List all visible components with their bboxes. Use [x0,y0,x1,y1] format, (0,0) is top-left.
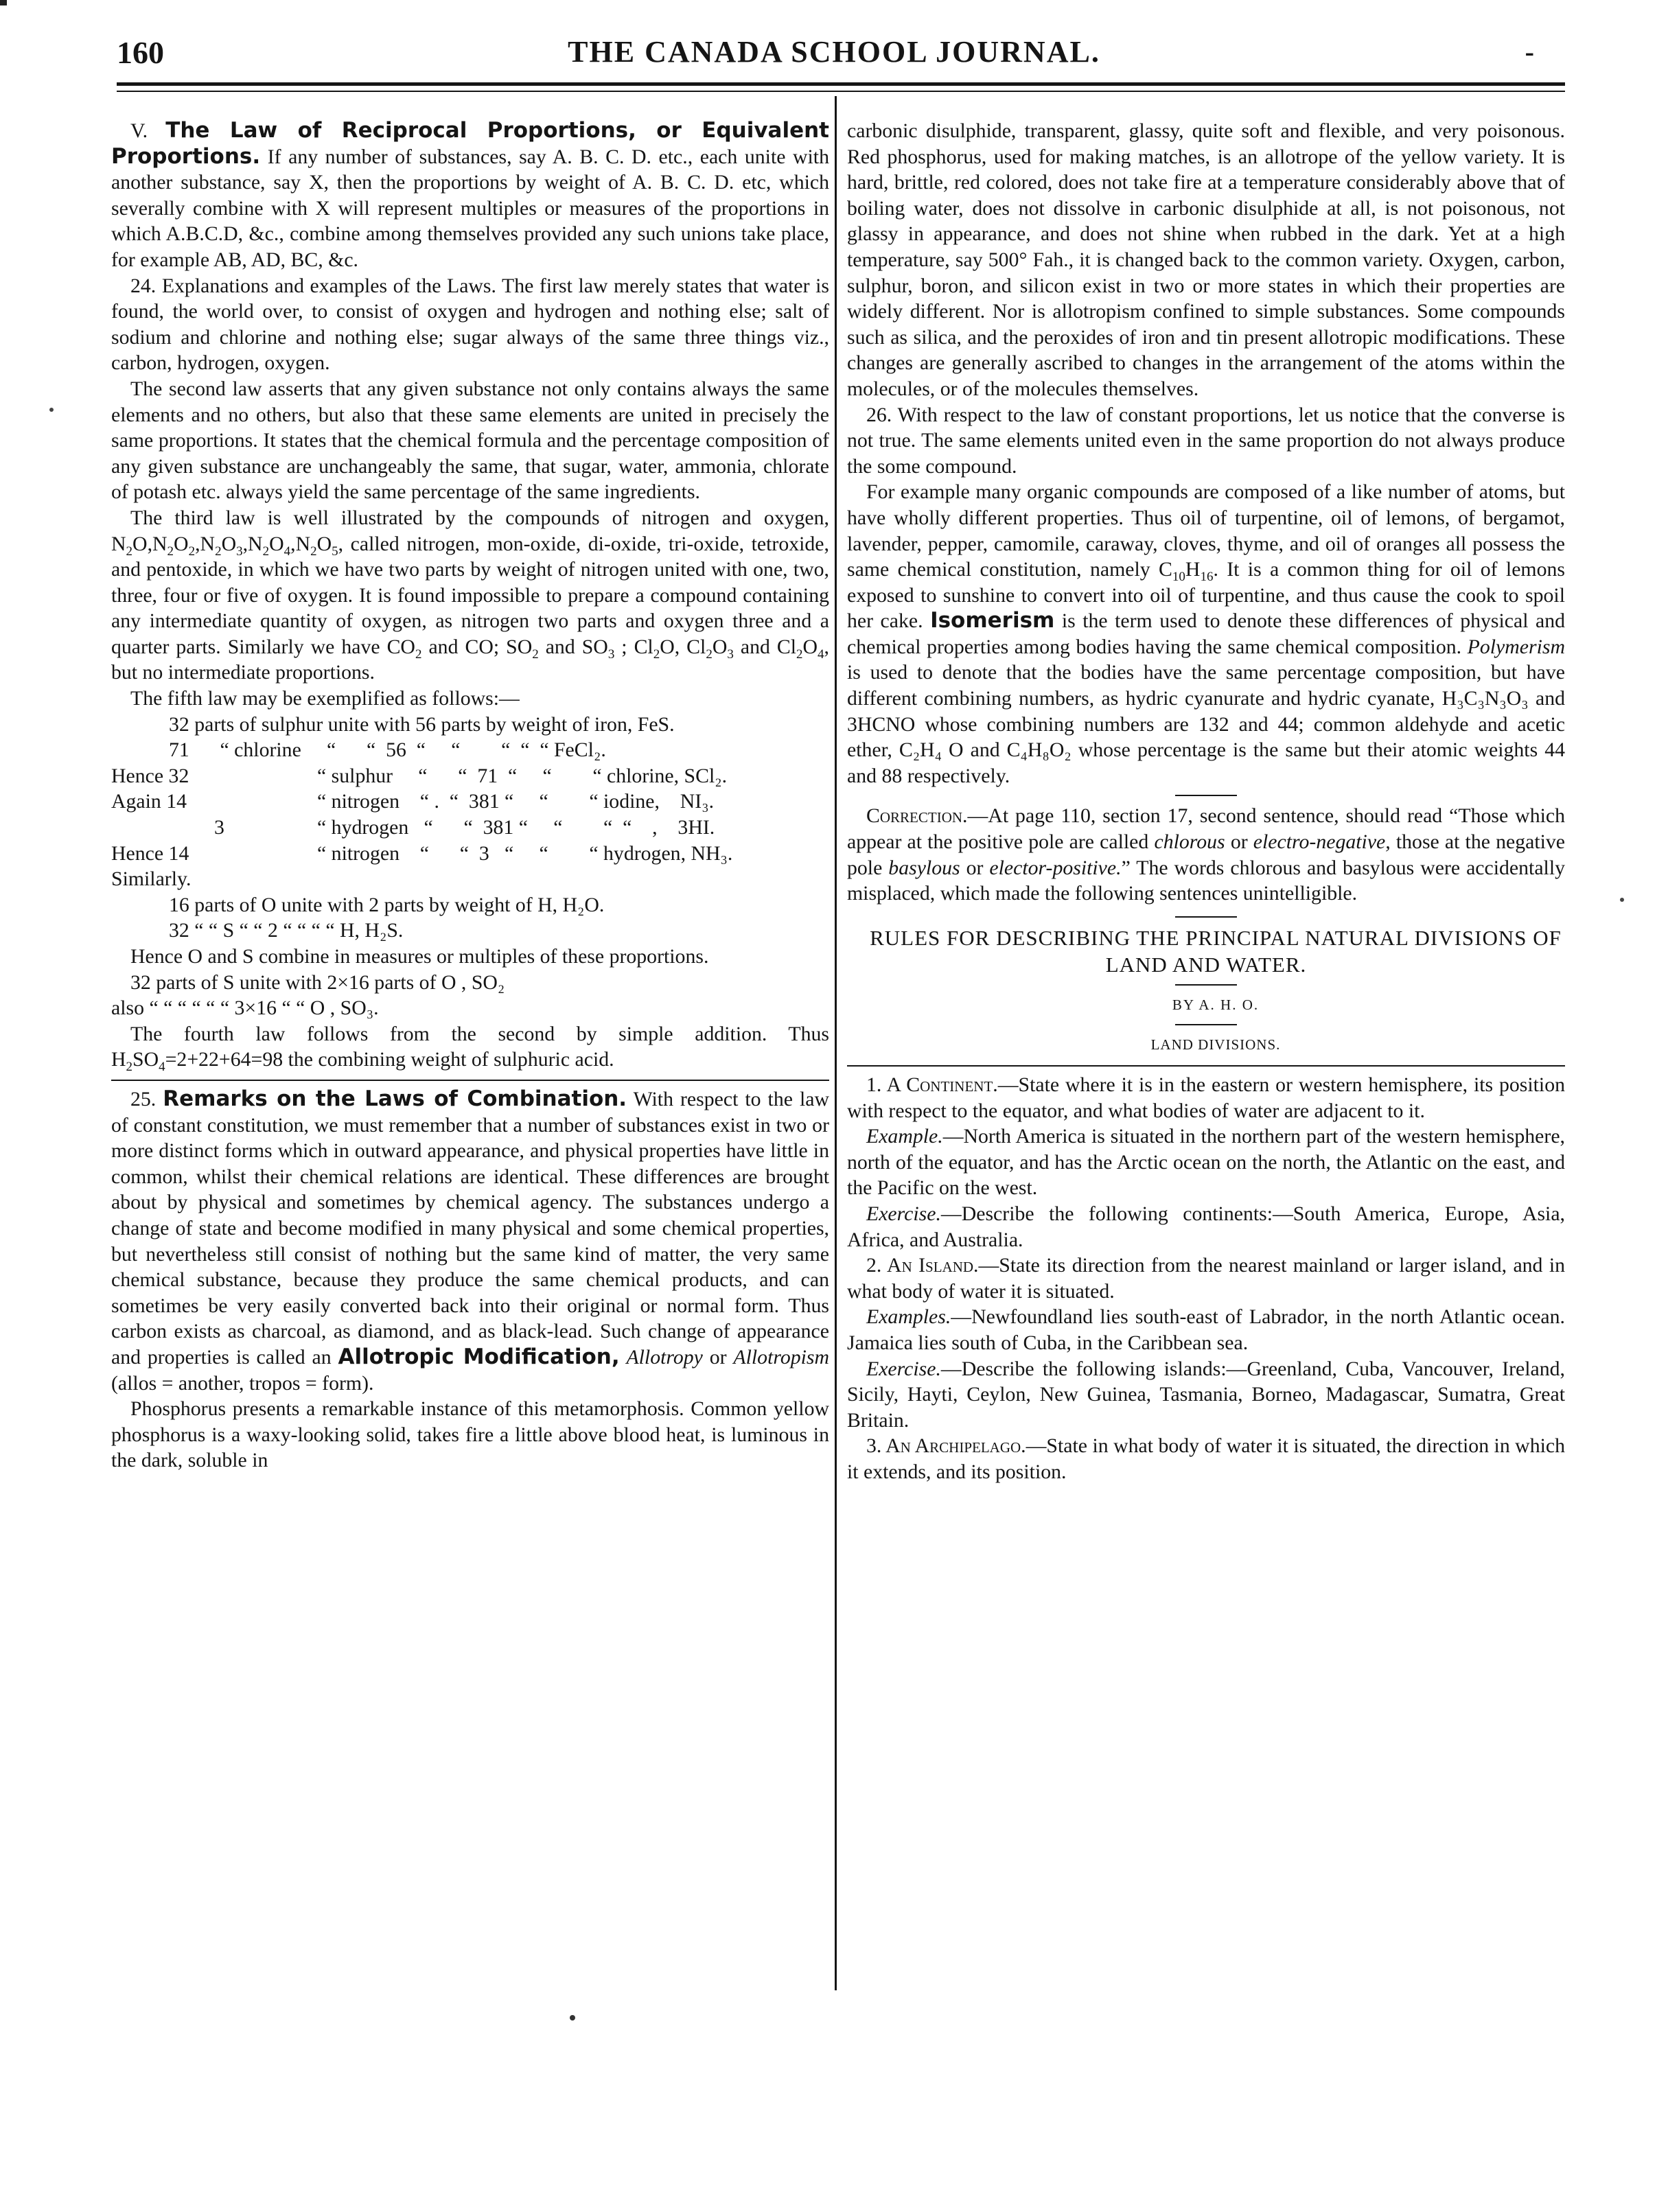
row-text: 32 parts of sulphur unite with 56 parts by weight of iron, FeS. [169,712,675,736]
section-26-paragraph: 26. With respect to the law of constant proportions, let us notice that the converse is not true. The same elements united even in the same proportion do not always produce the some compound. [847,403,1565,478]
so2-row: 32 parts of S unite with 2×16 parts of O , SO₂ [130,970,505,994]
byline: BY A. H. O. [1172,996,1260,1013]
second-law-paragraph: The second law asserts that any given substance not only contains always the same elements and no others, but also that these same elements are united in precisely the same proportions. It states that the chemical formula and the percentage composition of any given substance are unchangeably the same, that sugar, water, ammonia, chlorate of potash etc. always yield the same percentage of the same ingredients. [111,377,829,504]
section-25-text: With respect to the law of constant constitution, we must remember that a number of substances exist in two or more distinct forms which in outward appearance, and physical properties have little in common, whilst their chemical relations are identical. These differences are brought about by physical and sometimes by chemical agency. The substances undergo a change of state and become modified in many physical and some chemical properties, but nevertheless still consist of nothing but the same kind of matter, the very same chemical substance, because they produce the same chemical products, and can sometimes be very easily converted back into their original or normal form. Thus carbon exists as charcoal, as diamond, and as black-lead. Such change of appearance and properties is called an [111,1087,829,1369]
law-v-text: If any number of substances, say A. B. C. D. etc., each unite with another substance, say X, then the proportions by weight of A. B. C. D. etc, which severally combine with X will represent multiples or measures of the proportions in which A.B.C.D, &c., combine among themselves provided any such unions take place, for example AB, AD, BC, &c. [111,145,829,271]
text-run: —State its direction from the nearest mainland or larger island, and in what body of water it is situated. [847,1254,1565,1303]
text-run: —Describe the following islands:—Greenland, Cuba, Vancouver, Ireland, Sicily, Hayti, Ceylon, New Guinea, Tasmania, Borneo, Madagascar, Sumatra, Great Britain. [847,1357,1565,1432]
allotropy-term: Allotropy [626,1345,703,1369]
land-divisions-heading: LAND DIVISIONS. [1150,1036,1281,1053]
examples-label: Examples. [866,1305,951,1329]
header-rule-thick [117,82,1565,86]
chlorous-term: chlorous [1154,830,1225,854]
phosphorus-paragraph: Phosphorus presents a remarkable instance of this metamorphosis. Common yellow phosphorus is a waxy-looking solid, takes fire a little above blood heat, is luminous in the dark, soluble in [111,1397,829,1472]
text-run: or [1230,830,1248,854]
section-number: 25. [130,1087,157,1110]
section-number: V. [130,119,148,142]
row-text: “ hydrogen “ “ 381 “ “ “ “ , 3HI. [317,816,715,839]
basylous-term: basylous [888,856,960,879]
right-column [847,118,1565,1485]
text-run: , called nitrogen, mon-oxide, di-oxide, tri-oxide, tetroxide, and pentoxide, in which we have two parts by weight of nitrogen united with one, two, three, four or five of oxygen. It is found impossible to prepare a compound containing any intermediate quantity of oxygen, as nitrogen two parts and oxygen three and a quarter parts. Similarly we have [111,532,829,658]
continent-exercise [847,1201,1565,1253]
text-run: —At page 110, section 17, second sentence, should read “Those which appear at the positive pole are called [847,804,1565,854]
row-lead: Hence 14 [111,841,189,865]
scan-mark [0,0,7,5]
hence-o-s: Hence O and S combine in measures or multiples of these proportions. [130,945,709,968]
left-column [111,118,829,1474]
allotropism-term: Allotropism [733,1345,830,1369]
footer-dot [570,2015,575,2021]
law-v-paragraph [111,118,829,273]
column-divider [835,96,837,1990]
page-header [106,34,1562,75]
row-text: “ nitrogen “ . “ 381 “ “ “ iodine, NI₃. [317,790,715,813]
fifth-law-row [111,841,732,867]
text-run: —Newfoundland lies south-east of Labrador, in the north Atlantic ocean. Jamaica lies south of Cuba, in the Caribbean sea. [847,1305,1565,1354]
polymerism-term: Polymerism [1467,635,1565,658]
fifth-law-table [111,712,732,867]
text-run: (allos = another, tropos = form). [111,1371,374,1395]
fifth-law-row [111,815,732,841]
text-run: For example many organic compounds are composed of a like number of atoms, but have wholly different properties. Thus oil of turpentine, oil of lemons, of bergamot, lavender, pepper, camomile, caraway, cloves, thyme, and oil of oranges all possess the same chemical constitution, namely C [847,480,1565,581]
island-paragraph [847,1253,1565,1304]
margin-dot [49,408,54,412]
section-24-text: The first law merely states that water is found, the world over, to consist of oxygen and hydrogen and nothing else; salt of sodium and chlorine and nothing else; sugar always of the same three things viz., carbon, hydrogen, oxygen. [111,274,829,375]
allotropic-term: Allotropic Modification, [338,1344,620,1369]
formula-nitrogen-oxides: $N_2O,N_2O_2,N_2O_3,N_2O_4,N_2O_5$ [111,532,338,559]
separator [1175,795,1237,796]
fifth-law-intro: The fifth law may be exemplified as follows:— [130,687,520,710]
text-run: The third law is well illustrated by the compounds of nitrogen and oxygen, [130,506,829,529]
separator [1175,916,1237,918]
journal-title: THE CANADA SCHOOL JOURNAL. [568,35,1100,69]
text-run: . It is a common thing for oil of lemons exposed to sunshine to convert into oil of turpentine, and thus cause the cook to spoil her cake. [847,558,1565,633]
row-text: “ sulphur “ “ 71 “ “ “ chlorine, SCl₂. [317,764,728,787]
similarly-label: Similarly. [111,868,192,891]
fifth-law-row [111,737,732,763]
text-run: , but no intermediate proportions. [111,635,829,684]
correction-paragraph [847,803,1565,906]
continent-label: 1. A Continent. [866,1073,998,1096]
h2o-row: 16 parts of O unite with 2 parts by weight of H, H₂O. [169,893,605,916]
separator [1175,984,1237,986]
island-label: 2. An Island. [866,1254,979,1277]
isomerism-term: Isomerism [930,608,1055,633]
fifth-law-row [111,789,732,815]
formula-carbon-oxides: $CO_2$ and CO; $SO_2$ and $SO_3$ ; $Cl_2O$, $Cl_2O_3$ and $Cl_2O_4$ [386,635,824,662]
text-run: ” The words chlorous and basylous were accidentally misplaced, which made the following sentences unintelligible. [847,856,1566,905]
island-examples [847,1304,1565,1355]
page-number: 160 [117,35,164,70]
fifth-law-row [111,712,732,738]
so3-row: also “ “ “ “ “ “ 3×16 “ “ O , SO₃. [111,997,379,1020]
row-text: “ nitrogen “ “ 3 “ “ “ hydrogen, NH₃. [317,841,733,865]
fourth-law-paragraph: The fourth law follows from the second by simple addition. Thus $H_2SO_4=2+22+64=98$ the combining weight of sulphuric acid. [111,1022,829,1075]
separator [1175,1024,1237,1025]
island-exercise [847,1356,1565,1434]
text-run: =2+22+64=98 the combining weight of sulphuric acid. [165,1048,614,1071]
third-law-paragraph [111,505,829,686]
continent-example [847,1124,1565,1201]
text-run: The fourth law follows from the second by simple addition. Thus H [111,1022,829,1071]
section-25-heading: Remarks on the Laws of Combination. [163,1086,627,1111]
continent-paragraph [847,1072,1565,1124]
law-v-heading: The Law of Reciprocal Proportions, or Equivalent Proportions. [111,118,829,169]
text-run: —Describe the following continents:—South America, Europe, Asia, Africa, and Australia. [847,1202,1565,1251]
text-run: or [966,856,984,879]
text-run: those at the negative pole [847,830,1566,879]
electro-negative-term: electro-negative, [1253,830,1391,854]
archipelago-label: 3. An Archipelago. [866,1434,1026,1458]
section-25-paragraph [111,1086,829,1396]
row-lead: Hence 32 [111,764,189,787]
fifth-law-row [111,763,732,789]
archipelago-paragraph [847,1433,1565,1485]
section-24-paragraph [111,273,829,376]
correction-label: Correction. [866,804,968,828]
text-run: or [709,1345,727,1369]
continuation-paragraph: carbonic disulphide, transparent, glassy, quite soft and flexible, and very poisonous. Red phosphorus, used for making matches, is an allotrope of the yellow variety. It is hard, brittle, red colored, does not take fire at a temperature considerably above that of boiling water, does not dissolve in carbonic disulphide at all, is not poisonous, not glassy in appearance, and does not shine when rubbed in the dark. Yet at a high temperature, say 500° Fah., it is changed back to the common variety. Oxygen, carbon, sulphur, boron, and silicon exist in two or more states in which their properties are widely different. Nor is allotropism confined to simple substances. Some compounds such as silica, and the peroxides of iron and tin present allotropic modifications. These changes are generally ascribed to changes in the arrangement of the atoms within the molecules, or of the molecules themselves. [847,119,1565,400]
header-mark: - [1525,36,1534,67]
section-rule [111,1080,829,1081]
text-run: is used to denote that the bodies have the same percentage composition, but have different combining numbers, as hydric cyanurate and hydric cyanate, H₃C₃N₃O₃ and 3HCNO whose combining numbers are 132 and 44; common aldehyde and acetic ether, C₂H₄ O and C₄H₈O₂ whose percentage is the same but their atomic weights 44 and 88 respectively. [847,661,1565,787]
margin-dot [1620,898,1624,902]
header-rule-thin [117,91,1565,92]
text-run: —State in what body of water it is situated, the direction in which it extends, and its position. [847,1434,1565,1483]
text-run: —North America is situated in the northern part of the western hemisphere, north of the equator, and has the Arctic ocean on the north, the Atlantic on the east, and the Pacific on the west. [847,1125,1565,1200]
isomerism-paragraph: For example many organic compounds are composed of a like number of atoms, but have wholly different properties. Thus oil of turpentine, oil of lemons, of bergamot, lavender, pepper, camomile, caraway, cloves, thyme, and oil of oranges all possess the same chemical constitution, namely $C_{10}H_{16}$. It is a common thing for oil of lemons exposed to sunshine to convert into oil of turpentine, and thus cause the cook to spoil her cake. Isomerism is the term used to denote these differences of physical and chemical properties among bodies having the same chemical composition. Polymerism is used to denote that the bodies have the same percentage composition, but have different combining numbers, as hydric cyanurate and hydric cyanate, H₃C₃N₃O₃ and 3HCNO whose combining numbers are 132 and 44; common aldehyde and acetic ether, C₂H₄ O and C₄H₈O₂ whose percentage is the same but their atomic weights 44 and 88 respectively. [847,480,1565,787]
text-run: SO [132,1048,159,1071]
text-run: —State where it is in the eastern or western hemisphere, its position with respect to the equator, and what bodies of water are adjacent to it. [847,1073,1565,1122]
row-lead: Again 14 [111,790,187,813]
rules-title: RULES FOR DESCRIBING THE PRINCIPAL NATURAL DIVISIONS OF LAND AND WATER. [870,925,1562,977]
example-label: Example. [866,1125,943,1148]
row-lead: 3 [214,816,224,839]
exercise-label: Exercise. [866,1357,941,1380]
exercise-label: Exercise. [866,1202,941,1225]
section-24-heading: 24. Explanations and examples of the Laws. [130,274,496,297]
row-text: 71 “ chlorine “ “ 56 “ “ “ “ “ FeCl₂. [169,738,606,762]
text-run: is the term used to denote these differences of physical and chemical properties among bodies having the same chemical composition. [847,609,1565,658]
section-rule [847,1065,1565,1067]
h2s-row: 32 “ “ S “ “ 2 “ “ “ “ H, H₂S. [169,919,404,942]
elector-positive-term: elector-positive. [989,856,1122,879]
